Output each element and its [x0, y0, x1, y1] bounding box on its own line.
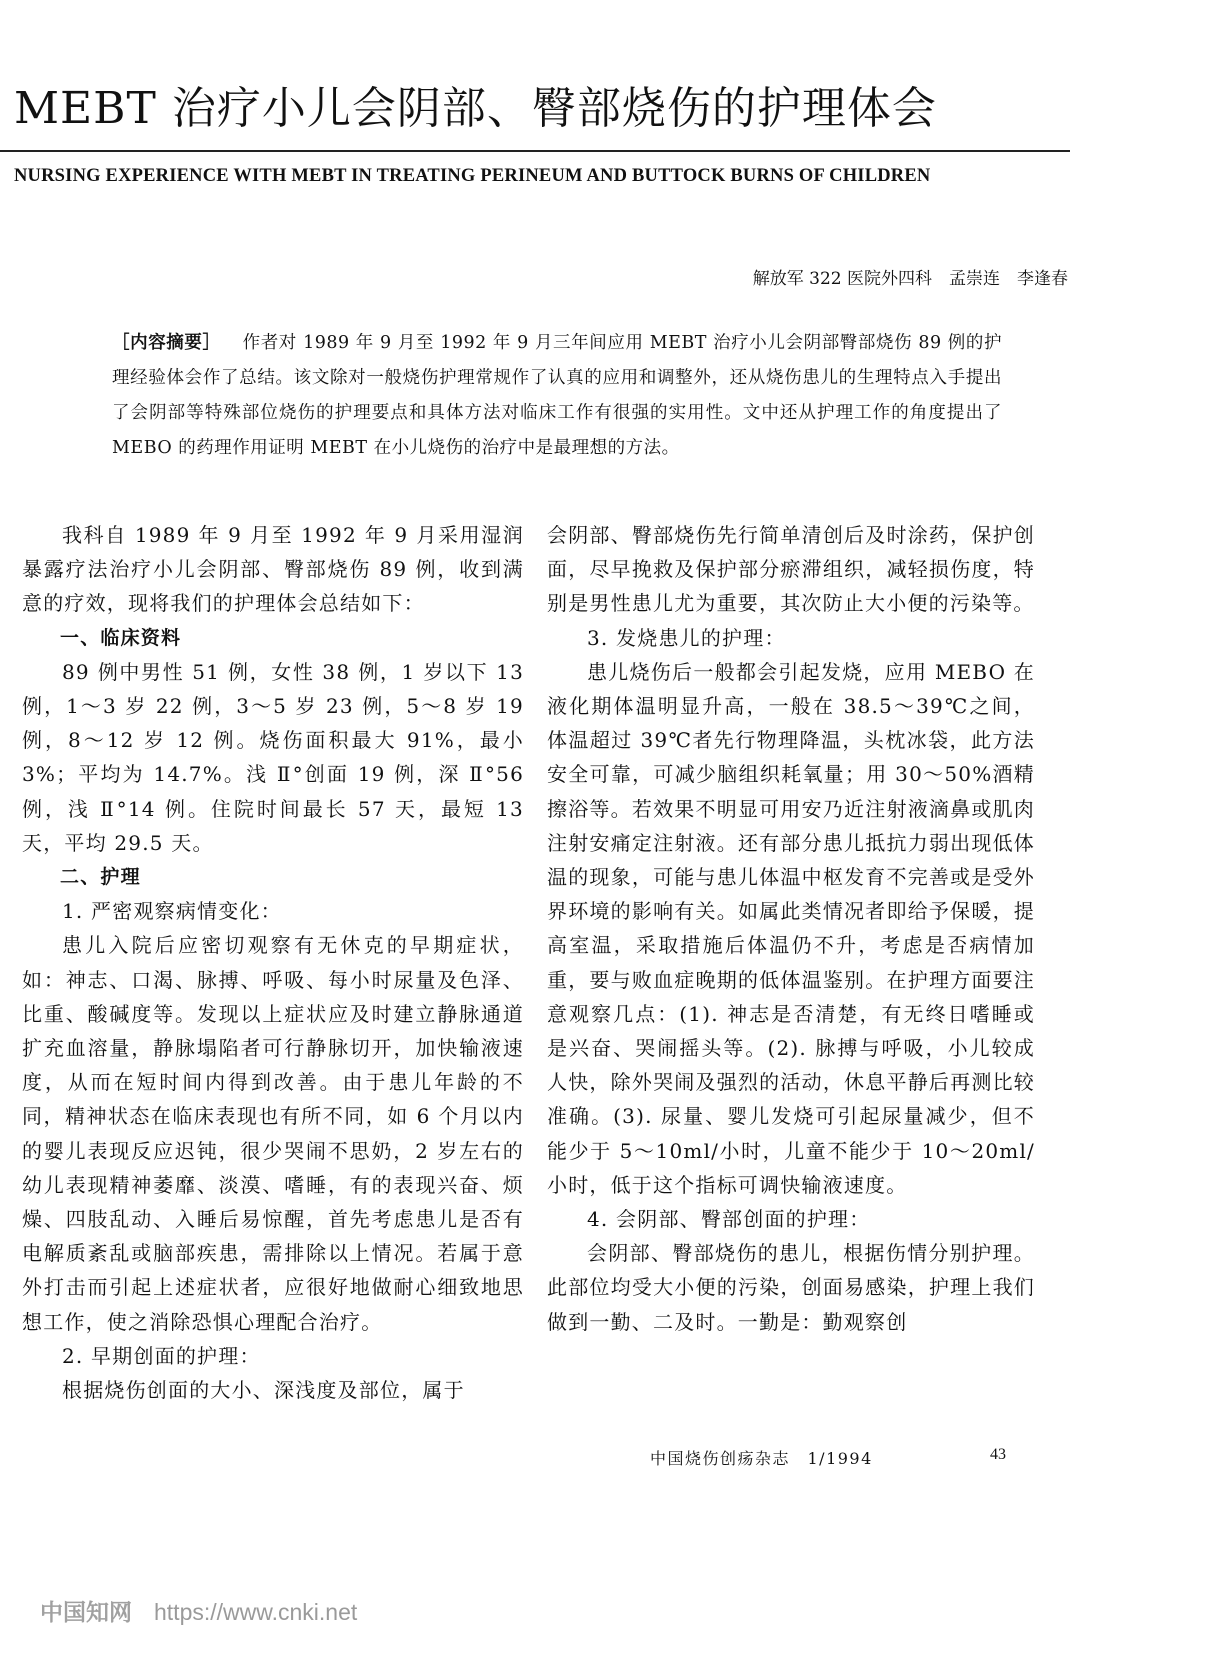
cnki-watermark — [40, 1594, 357, 1627]
abstract — [112, 326, 1002, 466]
paragraph: 会阴部、臀部烧伤的患儿，根据伤情分别护理。此部位均受大小便的污染，创面易感染，护理上我们做到一勤、二及时。一勤是：勤观察创 — [547, 1241, 1035, 1334]
paragraph: 患儿烧伤后一般都会引起发烧，应用 MEBO 在液化期体温明显升高，一般在 38.5～39℃之间，体温超过 39℃者先行物理降温，头枕冰袋，此方法安全可靠，可减少脑组织耗氧量；用 30～50%酒精擦浴等。若效果不明显可用安乃近注射液滴鼻或肌肉注射安痛定注射液。还有部分患儿抵抗力弱出现低体温的现象，可能与患儿体温中枢发育不完善或是受外界环境的影响有关。如属此类情况者即给予保暖，提高室温，采取措施后体温仍不升，考虑是否病情加重，要与败血症晚期的低体温鉴别。在护理方面要注意观察几点：(1). 神志是否清楚，有无终日嗜睡或是兴奋、哭闹摇头等。(2). 脉搏与呼吸，小儿较成人快，除外哭闹及强烈的活动，休息平静后再测比较准确。(3). 尿量、婴儿发烧可引起尿量减少，但不能少于 5～10ml/小时，儿童不能少于 10～20ml/小时，低于这个指标可调快输液速度。 — [547, 659, 1035, 1197]
paragraph: 会阴部、臀部烧伤先行简单清创后及时涂药，保护创面，尽早挽救及保护部分瘀滞组织，减轻损伤度，特别是男性患儿尤为重要，其次防止大小便的污染等。 — [547, 523, 1035, 616]
paragraph: 根据烧伤创面的大小、深浅度及部位，属于 — [62, 1378, 465, 1403]
abstract-label: ［内容摘要］ — [112, 333, 221, 353]
subsection-heading: 2. 早期创面的护理： — [62, 1343, 261, 1368]
page-number: 43 — [990, 1446, 1006, 1463]
article-title: MEBT 治疗小儿会阴部、臀部烧伤的护理体会 — [14, 83, 937, 134]
abstract-text: 作者对 1989 年 9 月至 1992 年 9 月三年间应用 MEBT 治疗小儿会阴部臀部烧伤 89 例的护理经验体会作了总结。该文除对一般烧伤护理常规作了认真的应用和调整外，还从烧伤患儿的生理特点入手提出了会阴部等特殊部位烧伤的护理要点和具体方法对临床工作有很强的实用性。文中还从护理工作的角度提出了 MEBO 的药理作用证明 MEBT 在小儿烧伤的治疗中是最理想的方法。 — [112, 333, 1002, 458]
body-column-right — [547, 518, 1035, 1339]
section-heading: 二、护理 — [60, 866, 141, 889]
journal-footer: 中国烧伤创疡杂志 1/1994 — [650, 1449, 873, 1468]
paragraph: 患儿入院后应密切观察有无休克的早期症状，如：神志、口渴、脉搏、呼吸、每小时尿量及色泽、比重、酸碱度等。发现以上症状应及时建立静脉通道扩充血溶量，静脉塌陷者可行静脉切开，加快输液速度，从而在短时间内得到改善。由于患儿年龄的不同，精神状态在临床表现也有所不同，如 6 个月以内的婴儿表现反应迟钝，很少哭闹不思奶，2 岁左右的幼儿表现精神萎靡、淡漠、嗜睡，有的表现兴奋、烦燥、四肢乱动、入睡后易惊醒，首先考虑患儿是否有电解质紊乱或脑部疾患，需排除以上情况。若属于意外打击而引起上述症状者，应很好地做耐心细致地思想工作，使之消除恐惧心理配合治疗。 — [22, 933, 524, 1334]
article-title-english: NURSING EXPERIENCE WITH MEBT IN TREATING PERINEUM AND BUTTOCK BURNS OF CHILDREN — [14, 166, 931, 186]
subsection-heading: 1. 严密观察病情变化： — [62, 899, 282, 924]
cnki-logo-text: 中国知网 — [40, 1600, 132, 1626]
subsection-heading: 3. 发烧患儿的护理： — [587, 625, 786, 650]
cnki-url-link[interactable]: https://www.cnki.net — [154, 1599, 358, 1625]
author-byline: 解放军 322 医院外四科 孟崇连 李逢春 — [752, 269, 1068, 289]
body-column-left — [22, 518, 524, 1407]
paragraph: 我科自 1989 年 9 月至 1992 年 9 月采用湿润暴露疗法治疗小儿会阴部、臀部烧伤 89 例，收到满意的疗效，现将我们的护理体会总结如下： — [22, 523, 524, 616]
section-heading: 一、临床资料 — [60, 626, 182, 649]
subsection-heading: 4. 会阴部、臀部创面的护理： — [587, 1207, 871, 1232]
paragraph: 89 例中男性 51 例，女性 38 例，1 岁以下 13 例，1～3 岁 22 例，3～5 岁 23 例，5～8 岁 19 例，8～12 岁 12 例。烧伤面积最大 91%，最小 3%；平均为 14.7%。浅 Ⅱ°创面 19 例，深 Ⅱ°56 例，浅 Ⅱ°14 例。住院时间最长 57 天，最短 13 天，平均 29.5 天。 — [22, 659, 524, 855]
title-rule — [0, 150, 1070, 152]
